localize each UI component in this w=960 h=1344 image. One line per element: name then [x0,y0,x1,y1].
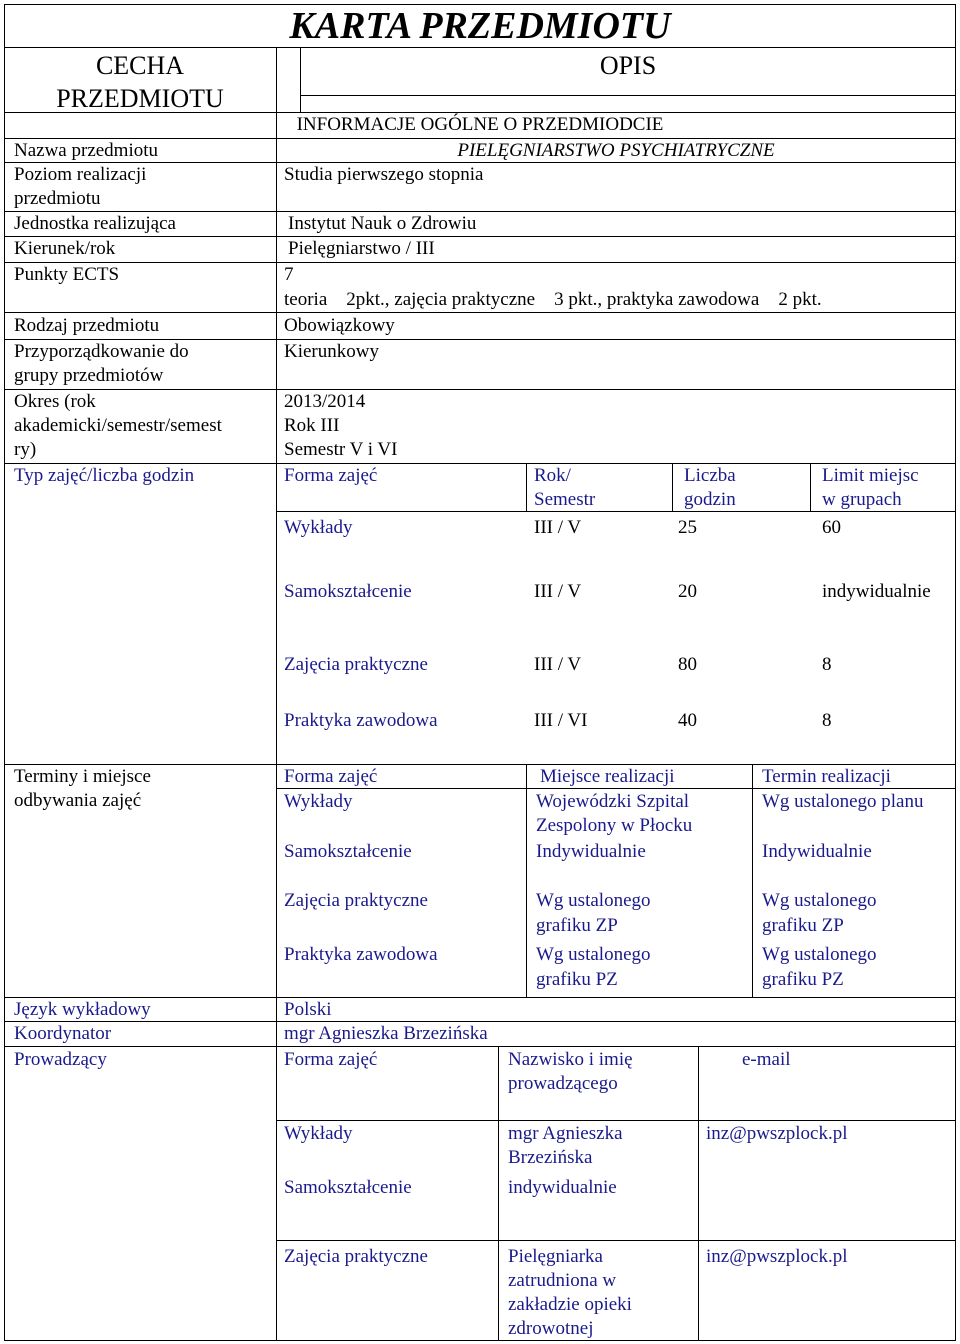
value-koordynator: mgr Agnieszka Brzezińska [284,1023,488,1044]
grid-line [276,1240,956,1241]
typ-forma: Wykłady [284,517,353,538]
value-jezyk: Polski [284,999,332,1020]
typ-header-rok-line: Rok/ [534,465,571,486]
value-ects-detail: teoria 2pkt., zajęcia praktyczne 3 pkt., praktyka zawodowa 2 pkt. [284,289,822,310]
typ-header-limit [822,464,919,512]
typ-header-limit-line: w grupach [822,489,902,510]
terminy-header-termin: Termin realizacji [762,766,891,787]
terminy-forma: Samokształcenie [284,841,412,862]
terminy-miejsce-cont: Zespolony w Płocku [536,815,693,836]
typ-forma: Praktyka zawodowa [284,710,438,731]
typ-forma: Zajęcia praktyczne [284,654,428,675]
value-przyporzadkowanie: Kierunkowy [284,341,379,362]
typ-godzin: 40 [678,710,697,731]
typ-godzin: 20 [678,581,697,602]
typ-header-forma: Forma zajęć [284,465,378,486]
terminy-forma: Wykłady [284,791,353,812]
terminy-termin: Wg ustalonego planu [762,791,924,812]
prowadzacy-forma: Samokształcenie [284,1177,412,1198]
label-jednostka: Jednostka realizująca [14,213,176,234]
terminy-miejsce: Indywidualnie [536,841,646,862]
typ-limit: indywidualnie [822,581,931,602]
prowadzacy-nazwisko-line: zakładzie opieki [508,1294,632,1315]
prowadzacy-header-nazwisko [508,1048,633,1096]
grid-line [4,4,5,1341]
prowadzacy-header-email: e-mail [742,1049,791,1070]
typ-limit: 60 [822,517,841,538]
grid-line [498,1046,499,1341]
terminy-miejsce-cont: grafiku ZP [536,915,618,936]
label-okres: Okres (rok [14,391,96,412]
typ-godzin: 25 [678,517,697,538]
terminy-miejsce: Wg ustalonego [536,944,651,965]
prowadzacy-nazwisko: mgr Agnieszka [508,1123,623,1144]
label-przyporzadkowanie: Przyporządkowanie do [14,341,189,362]
label-jezyk: Język wykładowy [14,999,151,1020]
grid-line [955,4,956,1341]
grid-line [4,1340,956,1341]
value-ects: 7 [284,264,294,285]
label-kierunek: Kierunek/rok [14,238,116,259]
column-header-opis: OPIS [599,51,657,80]
terminy-termin: Wg ustalonego [762,944,877,965]
typ-header-liczba [684,464,736,512]
terminy-miejsce: Wg ustalonego [536,890,651,911]
prowadzacy-email: inz@pwszplock.pl [706,1246,848,1267]
label-prowadzacy: Prowadzący [14,1049,107,1070]
prowadzacy-nazwisko-cont: Brzezińska [508,1147,593,1168]
typ-rok: III / V [534,654,582,675]
terminy-forma: Zajęcia praktyczne [284,890,428,911]
typ-header-liczba-line: godzin [684,489,736,510]
prowadzacy-nazwisko-line: zdrowotnej [508,1318,594,1339]
label-nazwa: Nazwa przedmiotu [14,140,159,161]
grid-line [4,312,956,313]
typ-rok: III / V [534,581,582,602]
prowadzacy-forma: Zajęcia praktyczne [284,1246,428,1267]
value-nazwa: PIELĘGNIARSTWO PSYCHIATRYCZNE [457,140,775,161]
column-header-cecha-line: CECHA [95,51,185,80]
prowadzacy-header-nazwisko-line: prowadzącego [508,1073,618,1094]
label-poziom-cont: przedmiotu [14,188,101,209]
label-typ: Typ zajęć/liczba godzin [14,465,195,486]
typ-forma: Samokształcenie [284,581,412,602]
terminy-header-forma: Forma zajęć [284,766,378,787]
value-okres-rok: Rok III [284,415,340,436]
grid-line [526,764,527,997]
terminy-forma: Praktyka zawodowa [284,944,438,965]
prowadzacy-header-nazwisko-line: Nazwisko i imię [508,1049,633,1070]
terminy-header-miejsce: Miejsce realizacji [540,766,675,787]
grid-line [276,47,277,1341]
grid-line [698,1046,699,1341]
terminy-termin-cont: grafiku PZ [762,969,844,990]
prowadzacy-nazwisko: indywidualnie [508,1177,617,1198]
terminy-termin: Wg ustalonego [762,890,877,911]
typ-header-limit-line: Limit miejsc [822,465,919,486]
typ-rok: III / VI [534,710,588,731]
value-rodzaj: Obowiązkowy [284,315,395,336]
terminy-termin-cont: grafiku ZP [762,915,844,936]
label-okres-cont: akademicki/semestr/semest [14,415,222,436]
label-rodzaj: Rodzaj przedmiotu [14,315,160,336]
typ-header-liczba-line: Liczba [684,465,736,486]
document-title: KARTA PRZEDMIOTU [289,5,671,47]
value-okres-semestr: Semestr V i VI [284,439,398,460]
grid-line [276,1120,956,1121]
prowadzacy-header-forma: Forma zajęć [284,1049,378,1070]
prowadzacy-forma: Wykłady [284,1123,353,1144]
grid-line [752,764,753,997]
terminy-miejsce: Wojewódzki Szpital [536,791,690,812]
grid-line [810,463,811,511]
column-header-cecha-line: PRZEDMIOTU [56,84,224,113]
grid-line [4,1046,956,1047]
terminy-miejsce-cont: grafiku PZ [536,969,618,990]
typ-limit: 8 [822,654,832,675]
prowadzacy-nazwisko-line: Pielęgniarka [508,1246,603,1267]
grid-line [4,389,956,390]
typ-header-rok [534,464,595,512]
value-jednostka: Instytut Nauk o Zdrowiu [288,213,477,234]
label-koordynator: Koordynator [14,1023,112,1044]
prowadzacy-nazwisko-line: zatrudniona w [508,1270,617,1291]
label-ects: Punkty ECTS [14,264,120,285]
value-okres-year: 2013/2014 [284,391,366,412]
grid-line [4,262,956,263]
grid-line [672,463,673,511]
label-przyporzadkowanie-cont: grupy przedmiotów [14,365,164,386]
grid-line [4,236,956,237]
value-poziom: Studia pierwszego stopnia [284,164,484,185]
value-kierunek: Pielęgniarstwo / III [288,238,435,259]
prowadzacy-email: inz@pwszplock.pl [706,1123,848,1144]
typ-rok: III / V [534,517,582,538]
label-terminy: Terminy i miejsce [14,766,151,787]
column-header-cecha [4,49,276,115]
typ-godzin: 80 [678,654,697,675]
grid-line [300,95,956,96]
terminy-termin: Indywidualnie [762,841,872,862]
label-okres-cont2: ry) [14,439,37,460]
grid-line [526,463,527,511]
label-terminy-cont: odbywania zajęć [14,790,142,811]
label-poziom: Poziom realizacji [14,164,147,185]
typ-limit: 8 [822,710,832,731]
section-general-heading: INFORMACJE OGÓLNE O PRZEDMIODCIE [296,114,664,135]
typ-header-rok-line: Semestr [534,489,596,510]
